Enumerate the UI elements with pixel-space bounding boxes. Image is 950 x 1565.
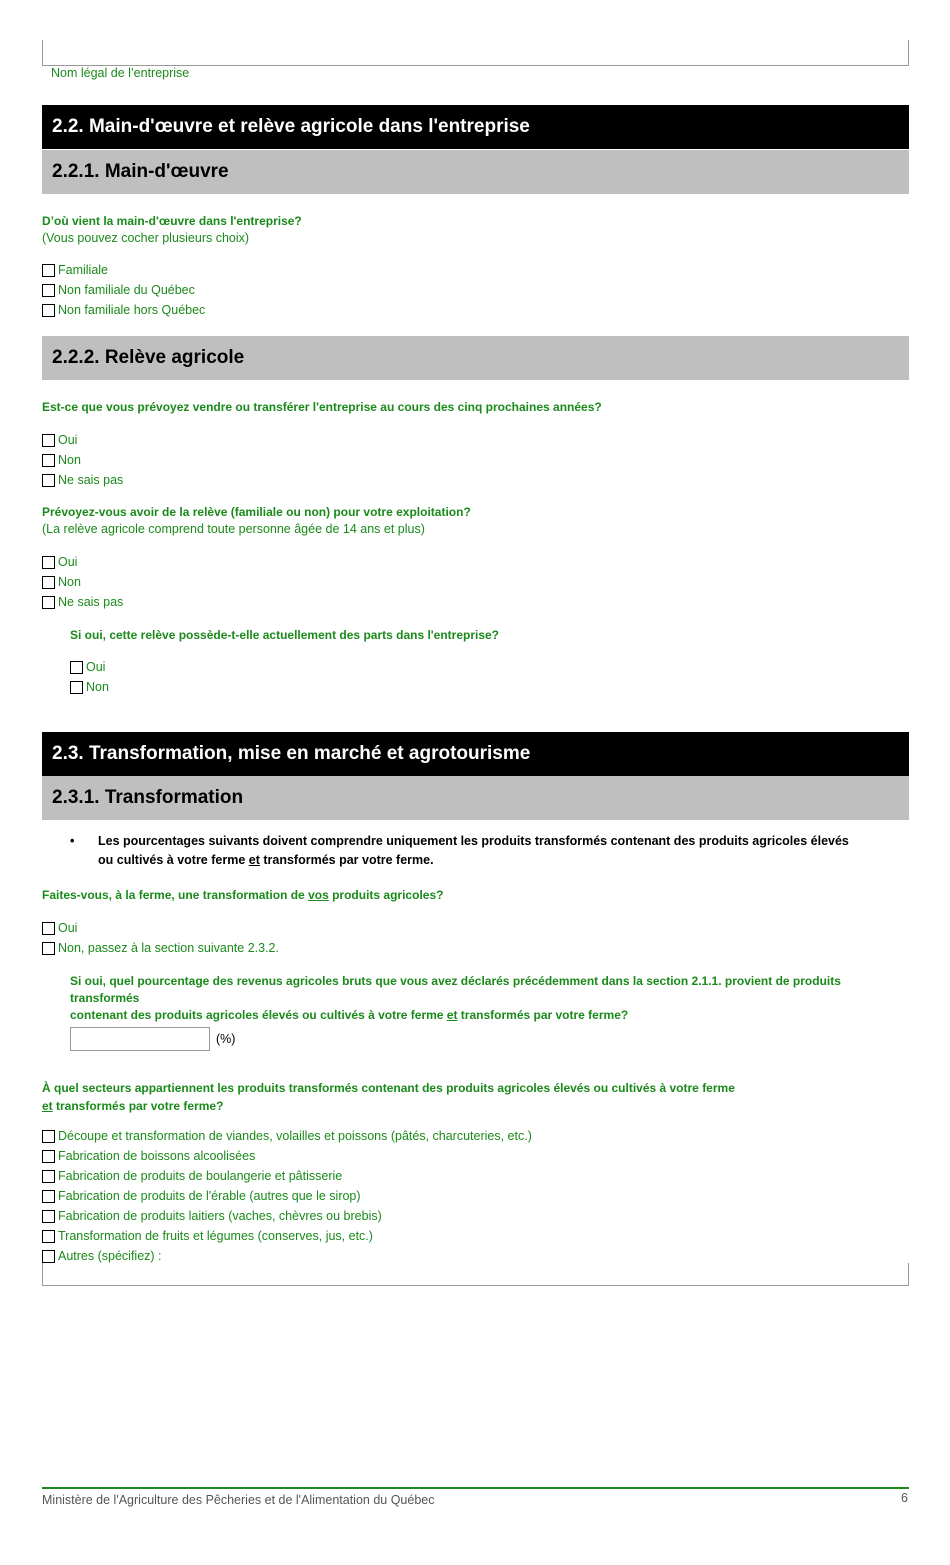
footer-ministry: Ministère de l'Agriculture des Pêcheries et de l'Alimentation du Québec [42, 1493, 435, 1507]
option-oui[interactable]: Oui [70, 654, 109, 674]
bullet-note: • Les pourcentages suivants doivent comprendre uniquement les produits transformés contenant des produits agricoles élevés ou cultivés à votre ferme et transformés par votre ferme. [70, 834, 849, 867]
option-produits-laitiers[interactable]: Fabrication de produits laitiers (vaches, chèvres ou brebis) [42, 1203, 532, 1223]
checkbox[interactable] [42, 474, 55, 487]
option-erable[interactable]: Fabrication de produits de l'érable (autres que le sirop) [42, 1183, 532, 1203]
option-boulangerie[interactable]: Fabrication de produits de boulangerie et pâtisserie [42, 1163, 532, 1183]
succession-hint: (La relève agricole comprend toute personne âgée de 14 ans et plus) [42, 522, 425, 536]
checkbox[interactable] [42, 1130, 55, 1143]
workforce-question: D’où vient la main-d'œuvre dans l'entreprise? [42, 214, 302, 228]
checkbox[interactable] [42, 264, 55, 277]
checkbox[interactable] [42, 1150, 55, 1163]
checkbox[interactable] [42, 596, 55, 609]
shares-question: Si oui, cette relève possède-t-elle actuellement des parts dans l'entreprise? [70, 628, 500, 642]
option-boissons-alcoolisees[interactable]: Fabrication de boissons alcoolisées [42, 1143, 532, 1163]
option-ne-sais-pas[interactable]: Ne sais pas [42, 467, 123, 487]
section-2-2-2-header: 2.2.2. Relève agricole [42, 336, 909, 380]
transformation-options [42, 915, 279, 955]
transfer-question: Est-ce que vous prévoyez vendre ou transférer l'entreprise au cours des cinq prochaines années? [42, 400, 602, 414]
checkbox[interactable] [42, 556, 55, 569]
option-non-passez[interactable]: Non, passez à la section suivante 2.3.2. [42, 935, 279, 955]
sectors-question: À quel secteurs appartiennent les produits transformés contenant des produits agricoles élevés ou cultivés à votre ferme et transformés par votre ferme? [42, 1081, 735, 1113]
checkbox[interactable] [42, 454, 55, 467]
percentage-input[interactable] [70, 1027, 210, 1051]
checkbox[interactable] [70, 661, 83, 674]
legal-name-field[interactable] [42, 40, 909, 66]
other-specify-field[interactable] [42, 1263, 909, 1286]
workforce-options [42, 257, 205, 317]
option-non[interactable]: Non [42, 447, 123, 467]
checkbox[interactable] [42, 434, 55, 447]
succession-options [42, 549, 123, 609]
option-non[interactable]: Non [70, 674, 109, 694]
option-oui[interactable]: Oui [42, 915, 279, 935]
option-decoupe-viandes[interactable]: Découpe et transformation de viandes, volailles et poissons (pâtés, charcuteries, etc.) [42, 1123, 532, 1143]
option-non-familiale-quebec[interactable]: Non familiale du Québec [42, 277, 205, 297]
option-oui[interactable]: Oui [42, 427, 123, 447]
checkbox[interactable] [42, 1230, 55, 1243]
section-2-3-header: 2.3. Transformation, mise en marché et agrotourisme [42, 732, 909, 776]
checkbox[interactable] [42, 1210, 55, 1223]
section-2-3-1-header: 2.3.1. Transformation [42, 776, 909, 820]
option-non[interactable]: Non [42, 569, 123, 589]
option-ne-sais-pas[interactable]: Ne sais pas [42, 589, 123, 609]
option-autres[interactable]: Autres (spécifiez) : [42, 1243, 532, 1263]
option-non-familiale-hors-quebec[interactable]: Non familiale hors Québec [42, 297, 205, 317]
bullet-icon: • [70, 834, 75, 848]
checkbox[interactable] [42, 1190, 55, 1203]
percent-unit-label: (%) [216, 1032, 236, 1046]
option-oui[interactable]: Oui [42, 549, 123, 569]
succession-question: Prévoyez-vous avoir de la relève (familiale ou non) pour votre exploitation? [42, 505, 471, 519]
checkbox[interactable] [42, 1170, 55, 1183]
section-2-2-header: 2.2. Main-d'œuvre et relève agricole dans l'entreprise [42, 105, 909, 149]
checkbox[interactable] [42, 284, 55, 297]
transformation-question: Faites-vous, à la ferme, une transformation de vos produits agricoles? [42, 888, 444, 902]
option-familiale[interactable]: Familiale [42, 257, 205, 277]
percentage-question: Si oui, quel pourcentage des revenus agricoles bruts que vous avez déclarés précédemment dans la section 2.1.1. provient de produits transformés contenant des produits agricoles élevés ou cultivés à votre ferme et transformés par votre ferme? [70, 974, 841, 1022]
checkbox[interactable] [42, 922, 55, 935]
footer-page-number: 6 [901, 1491, 908, 1505]
workforce-hint: (Vous pouvez cocher plusieurs choix) [42, 231, 250, 245]
shares-options [70, 654, 109, 694]
checkbox[interactable] [42, 1250, 55, 1263]
checkbox[interactable] [42, 942, 55, 955]
checkbox[interactable] [70, 681, 83, 694]
checkbox[interactable] [42, 576, 55, 589]
transfer-options [42, 427, 123, 487]
sectors-options [42, 1123, 532, 1263]
footer-rule [42, 1487, 909, 1489]
option-fruits-legumes[interactable]: Transformation de fruits et légumes (conserves, jus, etc.) [42, 1223, 532, 1243]
legal-name-label: Nom légal de l’entreprise [51, 66, 190, 80]
section-2-2-1-header: 2.2.1. Main-d'œuvre [42, 150, 909, 194]
checkbox[interactable] [42, 304, 55, 317]
